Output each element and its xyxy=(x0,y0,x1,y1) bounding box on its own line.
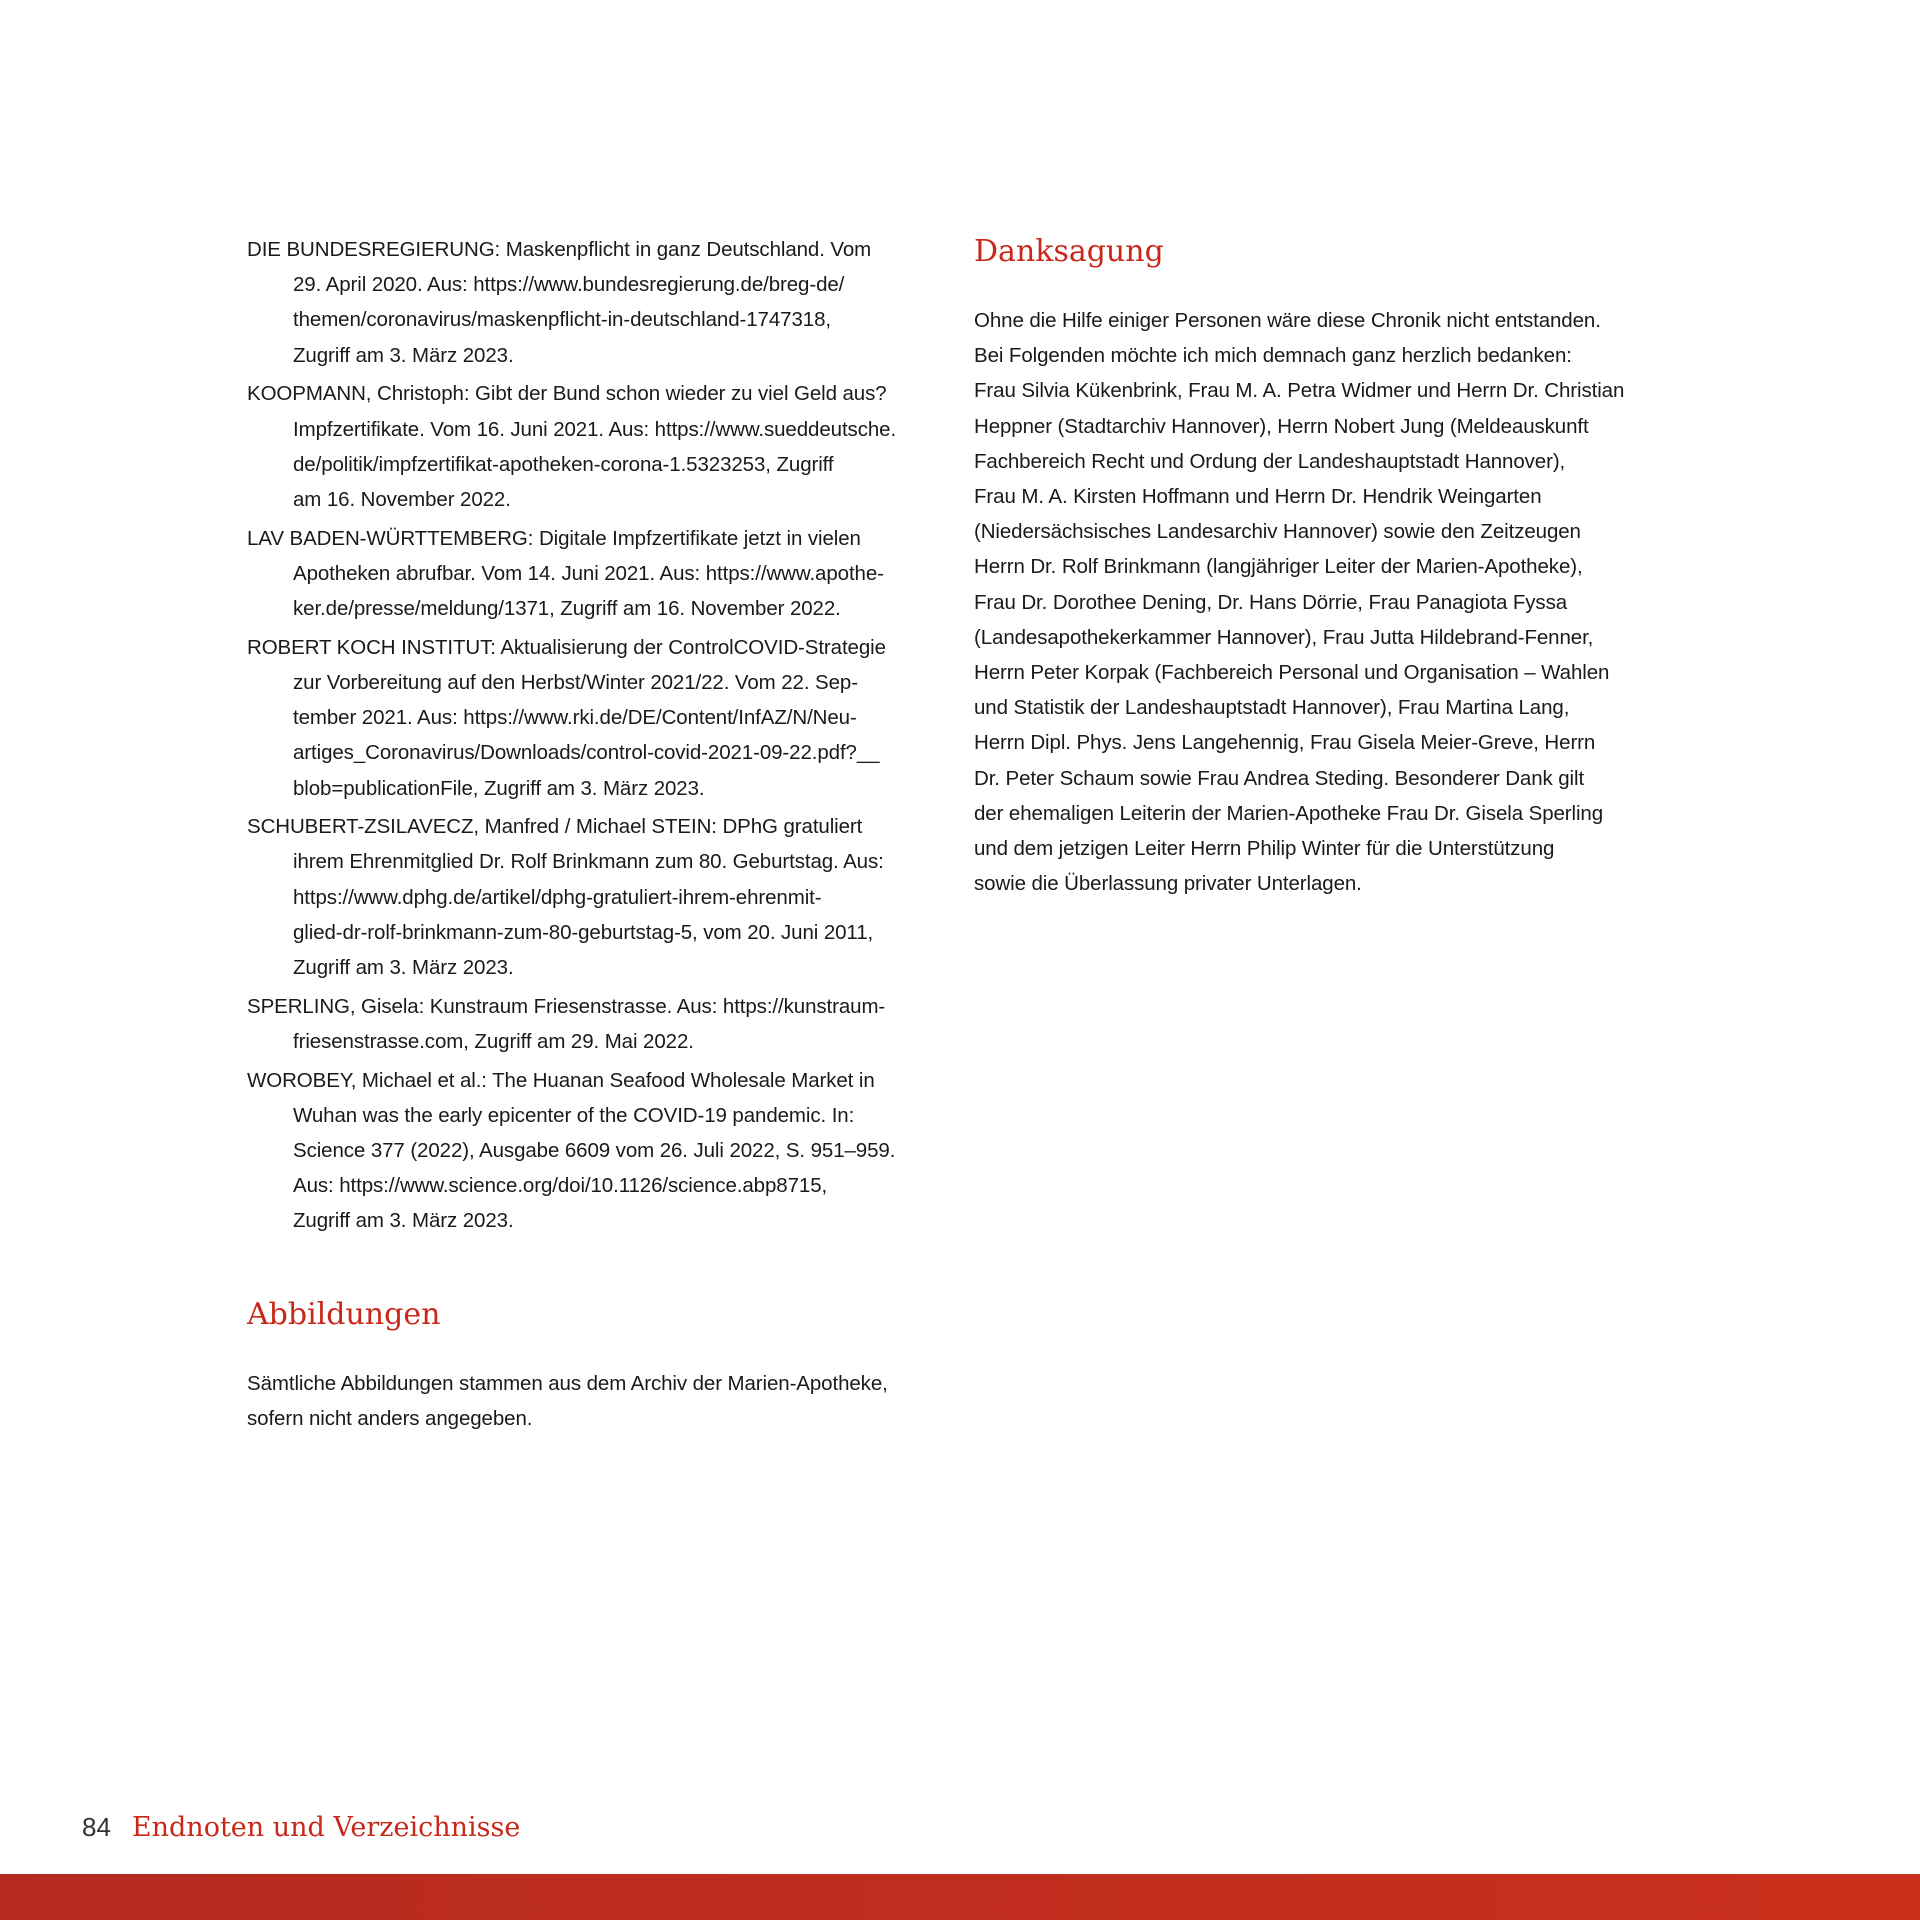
reference-entry: WOROBEY, Michael et al.: The Huanan Seafood Wholesale Market in Wuhan was the early epicenter of the COVID-19 pandemic. In: Science 377 (2022), Ausgabe 6609 vom 26. Juli 2022, S. 951–959. Aus: https://www.science.org/doi/10.1126/science.abp8715, Zugriff am 3. März 2023. xyxy=(247,1068,896,1233)
danksagung-heading: Danksagung xyxy=(974,234,1164,269)
reference-list xyxy=(247,232,947,1239)
reference-entry: ROBERT KOCH INSTITUT: Aktualisierung der ControlCOVID-Strategie zur Vorbereitung auf den Herbst/Winter 2021/22. Vom 22. Sep- tember 2021. Aus: https://www.rki.de/DE/Content/InfAZ/N/Neu- artiges_Coronavirus/Downloads/control-covid-2021-09-22.pdf?__ blob=publicationFile, Zugriff am 3. März 2023. xyxy=(247,635,886,800)
abbildungen-text: Sämtliche Abbildungen stammen aus dem Archiv der Marien-Apotheke, sofern nicht anders angegeben. xyxy=(247,1371,888,1430)
reference-entry: SPERLING, Gisela: Kunstraum Friesenstrasse. Aus: https://kunstraum- friesenstrasse.com, Zugriff am 29. Mai 2022. xyxy=(247,994,886,1053)
page-number: 84 xyxy=(82,1812,111,1842)
reference-entry: KOOPMANN, Christoph: Gibt der Bund schon wieder zu viel Geld aus? Impfzertifikate. Vom 16. Juni 2021. Aus: https://www.sueddeutsche. de/politik/impfzertifikat-apotheken-corona-1.5323253, Zugriff am 16. November 2022. xyxy=(247,382,897,511)
bottom-color-bar xyxy=(0,1874,1920,1920)
reference-entry: LAV BADEN-WÜRTTEMBERG: Digitale Impfzertifikate jetzt in vielen Apotheken abrufbar. Vom 14. Juni 2021. Aus: https://www.apothe- ker.de/presse/meldung/1371, Zugriff am 16. November 2022. xyxy=(247,526,884,621)
reference-entry: SCHUBERT-ZSILAVECZ, Manfred / Michael STEIN: DPhG gratuliert ihrem Ehrenmitglied Dr. Rolf Brinkmann zum 80. Geburtstag. Aus: https://www.dphg.de/artikel/dphg-gratuliert-ihrem-ehrenmit- glied-dr-rolf-brinkmann-zum-80-geburtstag-5, vom 20. Juni 2011, Zugriff am 3. März 2023. xyxy=(247,815,884,980)
danksagung-text: Ohne die Hilfe einiger Personen wäre diese Chronik nicht entstanden. Bei Folgenden möchte ich mich demnach ganz herzlich bedanken: Frau Silvia Kükenbrink, Frau M. A. Petra Widmer und Herrn Dr. Christian Heppner (Stadtarchiv Hannover), Herrn Nobert Jung (Meldeauskunft Fachbereich Recht und Ordung der Landeshauptstadt Hannover), Frau M. A. Kirsten Hoffmann und Herrn Dr. Hendrik Weingarten (Niedersächsisches Landesarchiv Hannover) sowie den Zeitzeugen Herrn Dr. Rolf Brinkmann (langjähriger Leiter der Marien-Apotheke), Frau Dr. Dorothee Dening, Dr. Hans Dörrie, Frau Panagiota Fyssa (Landesapothekerkammer Hannover), Frau Jutta Hildebrand-Fenner, Herrn Peter Korpak (Fachbereich Personal und Organisation – Wahlen und Statistik der Landeshauptstadt Hannover), Frau Martina Lang, Herrn Dipl. Phys. Jens Langehennig, Frau Gisela Meier-Greve, Herrn Dr. Peter Schaum sowie Frau Andrea Steding. Besonderer Dank gilt der ehemaligen Leiterin der Marien-Apotheke Frau Dr. Gisela Sperling und dem jetzigen Leiter Herrn Philip Winter für die Unterstützung sowie die Überlassung privater Unterlagen. xyxy=(974,309,1625,896)
left-column xyxy=(247,232,947,1436)
reference-entry: DIE BUNDESREGIERUNG: Maskenpflicht in ganz Deutschland. Vom 29. April 2020. Aus: https://www.bundesregierung.de/breg-de/ themen/coronavirus/maskenpflicht-in-deutschland-1747318, Zugriff am 3. März 2023. xyxy=(247,238,872,367)
running-title: Endnoten und Verzeichnisse xyxy=(131,1812,521,1843)
page-footer xyxy=(82,1812,520,1852)
right-column xyxy=(974,232,1674,901)
abbildungen-heading: Abbildungen xyxy=(247,1296,441,1332)
